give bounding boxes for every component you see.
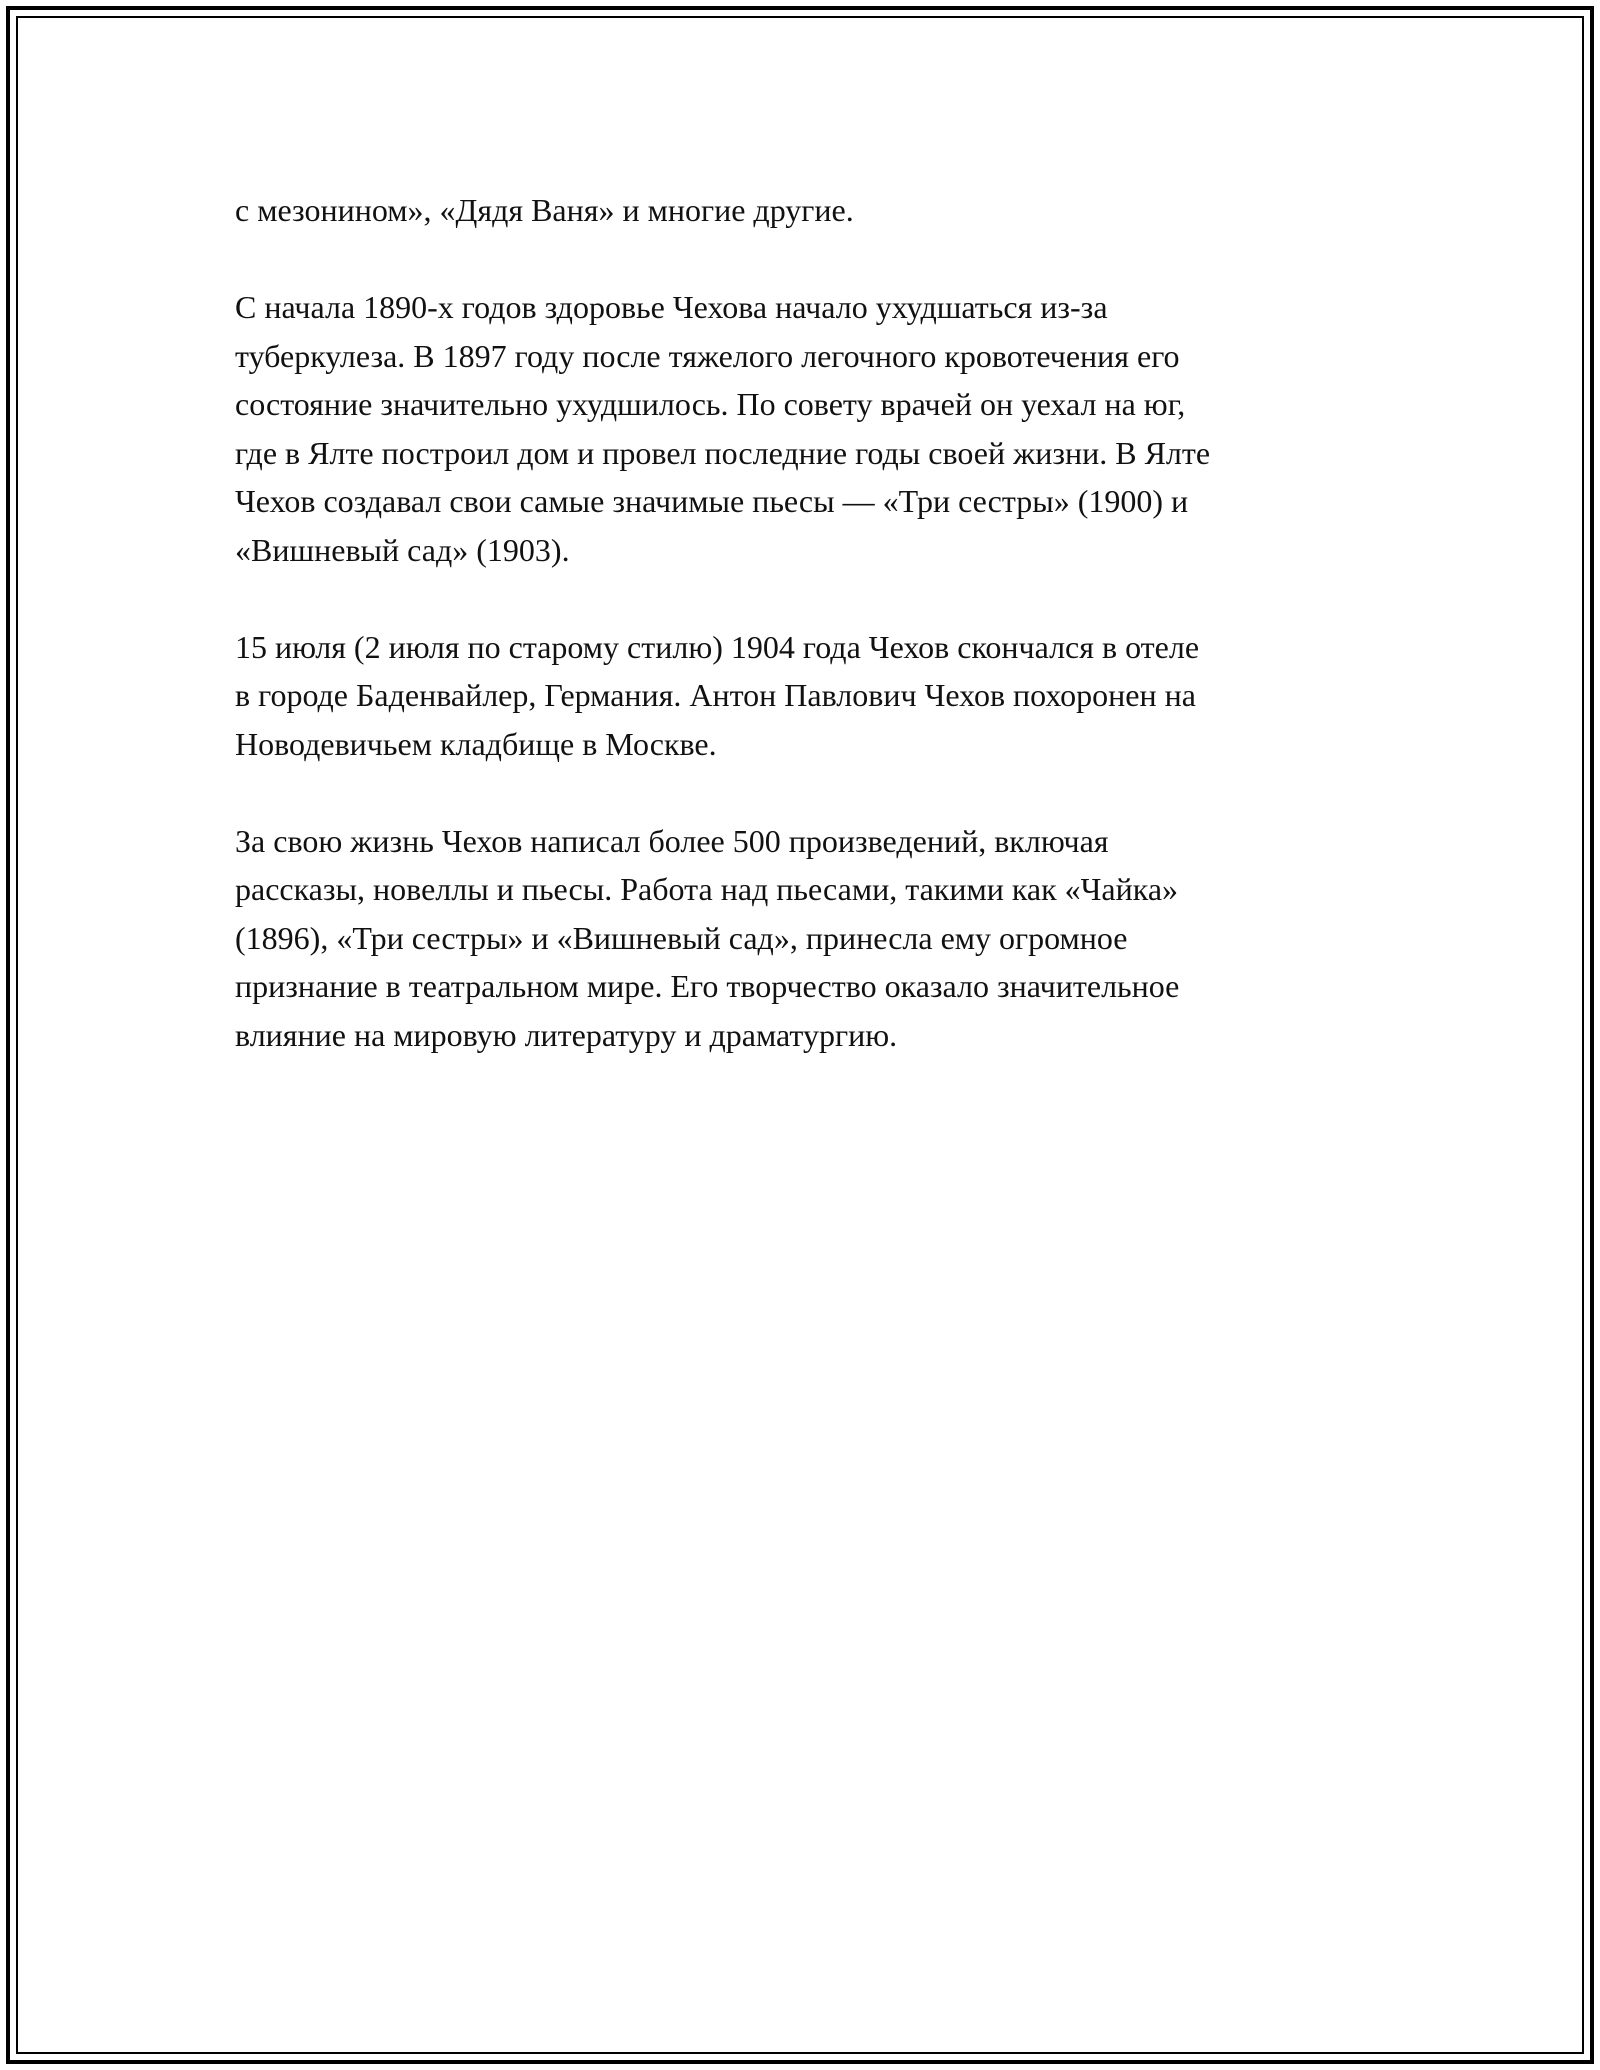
- paragraph-line: состояние значительно ухудшилось. По совету врачей он уехал на юг,: [235, 386, 1186, 422]
- document-body: [235, 186, 1365, 1108]
- paragraph-line: «Вишневый сад» (1903).: [235, 531, 570, 568]
- paragraph-line: (1896), «Три сестры» и «Вишневый сад», принесла ему огромное: [235, 919, 1128, 956]
- paragraph-line: Новодевичьем кладбище в Москве.: [235, 725, 717, 762]
- paragraph-2: [235, 283, 1365, 574]
- paragraph-line: Чехов создавал свои самые значимые пьесы — «Три сестры» (1900) и: [235, 483, 1189, 519]
- paragraph-3: [235, 623, 1365, 769]
- paragraph-1: [235, 186, 1365, 235]
- paragraph-line: рассказы, новеллы и пьесы. Работа над пьесами, такими как «Чайка»: [235, 871, 1179, 907]
- paragraph-line: 15 июля (2 июля по старому стилю) 1904 года Чехов скончался в отеле: [235, 628, 1200, 665]
- paragraph-4: [235, 817, 1365, 1060]
- paragraph-line: в городе Баденвайлер, Германия. Антон Павлович Чехов похоронен на: [235, 677, 1196, 713]
- paragraph-line: влияние на мировую литературу и драматургию.: [235, 1016, 898, 1053]
- paragraph-line: За свою жизнь Чехов написал более 500 произведений, включая: [235, 822, 1109, 859]
- paragraph-line: туберкулеза. В 1897 году после тяжелого легочного кровотечения его: [235, 337, 1180, 374]
- paragraph-line: с мезонином», «Дядя Ваня» и многие другие.: [235, 192, 854, 228]
- paragraph-line: где в Ялте построил дом и провел последние годы своей жизни. В Ялте: [235, 434, 1211, 471]
- paragraph-line: признание в театральном мире. Его творчество оказало значительное: [235, 968, 1180, 1004]
- paragraph-line: С начала 1890-х годов здоровье Чехова начало ухудшаться из-за: [235, 289, 1108, 325]
